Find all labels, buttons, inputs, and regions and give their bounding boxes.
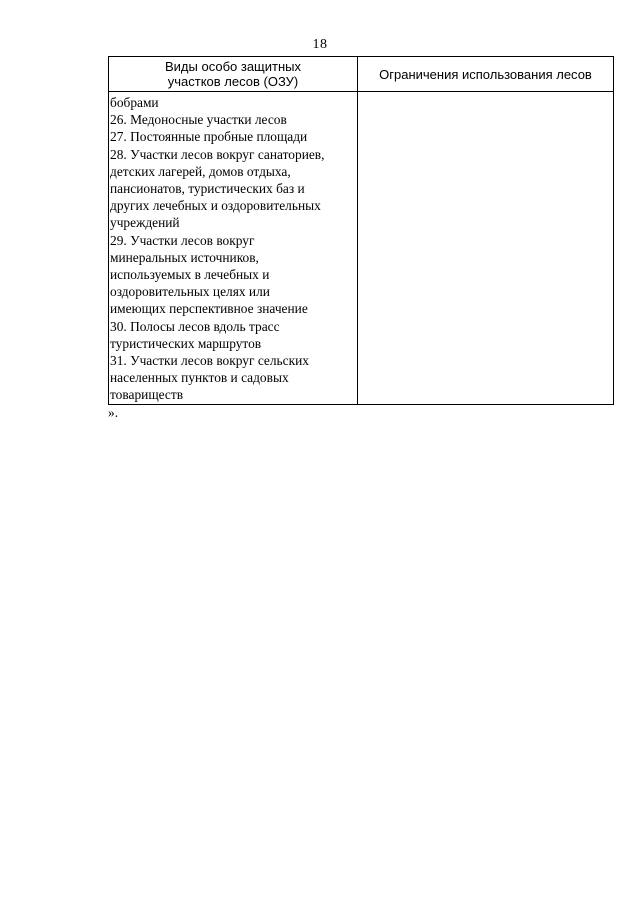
cell-line: бобрами bbox=[110, 95, 159, 110]
header-forest-types-line-2: участков лесов (ОЗУ) bbox=[167, 74, 299, 89]
table-row bbox=[109, 92, 614, 405]
header-forest-types-line-1: Виды особо защитных bbox=[165, 59, 301, 74]
page-number: 18 bbox=[312, 37, 328, 52]
table-header-row bbox=[109, 57, 614, 92]
cell-line: других лечебных и оздоровительных bbox=[110, 198, 321, 214]
forest-types-cell bbox=[109, 92, 358, 405]
usage-restrictions-cell bbox=[358, 92, 614, 405]
cell-line: минеральных источников, bbox=[110, 249, 259, 265]
cell-line: населенных пунктов и садовых bbox=[110, 370, 289, 386]
cell-line: учреждений bbox=[110, 215, 180, 231]
cell-line: 28. Участки лесов вокруг санаториев, bbox=[110, 146, 325, 162]
cell-line: 31. Участки лесов вокруг сельских bbox=[110, 353, 309, 369]
cell-line: товариществ bbox=[110, 387, 184, 403]
header-usage-restrictions: Ограничения использования лесов bbox=[358, 57, 614, 92]
ozu-table bbox=[108, 56, 614, 405]
cell-line: 29. Участки лесов вокруг bbox=[110, 232, 255, 248]
cell-line: 26. Медоносные участки лесов bbox=[110, 112, 287, 128]
cell-line: оздоровительных целях или bbox=[110, 284, 270, 300]
header-forest-types bbox=[109, 57, 358, 92]
cell-line: пансионатов, туристических баз и bbox=[110, 181, 305, 197]
cell-line: имеющих перспективное значение bbox=[110, 301, 308, 317]
cell-line: детских лагерей, домов отдыха, bbox=[110, 163, 291, 179]
cell-line: туристических маршрутов bbox=[110, 335, 262, 351]
cell-line: 27. Постоянные пробные площади bbox=[110, 129, 308, 145]
cell-line: 30. Полосы лесов вдоль трасс bbox=[110, 318, 280, 334]
closing-quote: ». bbox=[108, 405, 119, 420]
cell-line: используемых в лечебных и bbox=[110, 267, 270, 283]
